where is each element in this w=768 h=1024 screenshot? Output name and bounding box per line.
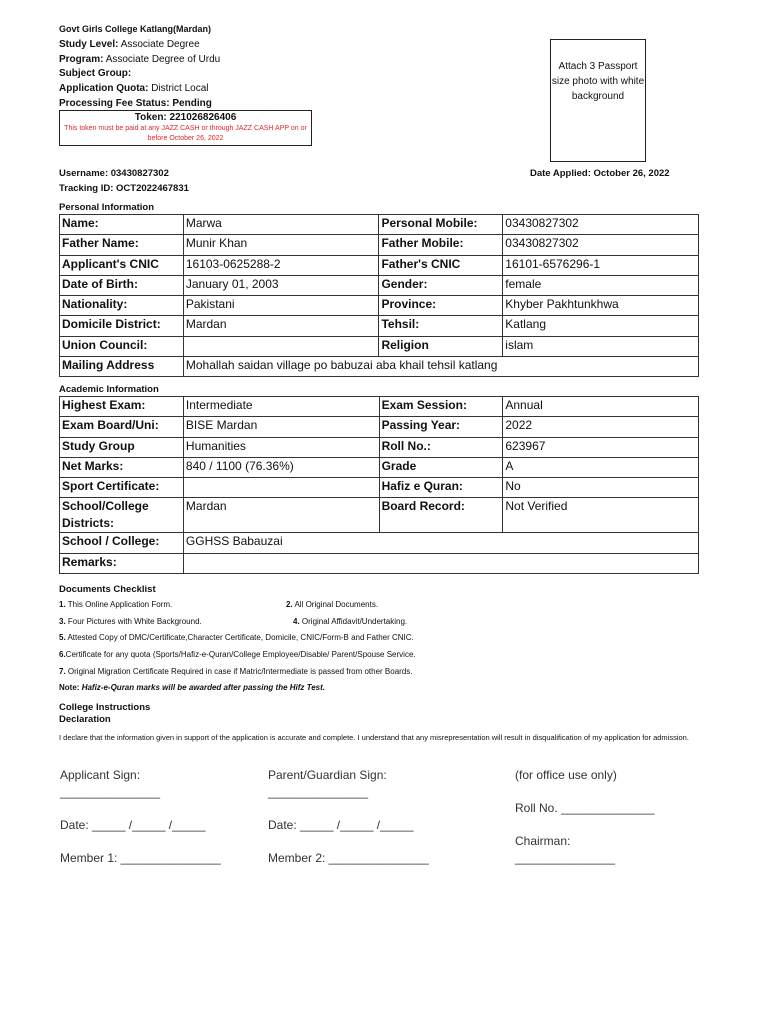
value-board-record: Not Verified (503, 498, 699, 533)
value-highest-exam: Intermediate (183, 397, 379, 417)
label-name: Name: (60, 215, 184, 235)
label-grade: Grade (379, 457, 503, 477)
program-value: Associate Degree of Urdu (105, 54, 221, 65)
label-highest-exam: Highest Exam: (60, 397, 184, 417)
value-union-council (183, 336, 379, 356)
label-tehsil: Tehsil: (379, 316, 503, 336)
label-hafiz-e-quran: Hafiz e Quran: (379, 478, 503, 498)
doc-item-5: 5. Attested Copy of DMC/Certificate,Character Certificate, Domicile, CNIC/Form-B and Father CNIC. (59, 633, 414, 642)
label-exam-board-uni: Exam Board/Uni: (60, 417, 184, 437)
value-father-mobile: 03430827302 (503, 235, 699, 255)
label-roll-no: Roll No.: (379, 437, 503, 457)
label-sport-certificate: Sport Certificate: (60, 478, 184, 498)
table-row (60, 417, 699, 437)
username: Username: 03430827302 (59, 168, 169, 179)
quota-line: Application Quota: District Local (59, 83, 209, 94)
applicant-date: Date: _____ /_____ /_____ (60, 818, 206, 832)
token-payment-note: This token must be paid at any JAZZ CASH or through JAZZ CASH APP on or before October 26, 2022 (64, 125, 307, 142)
label-personal-mobile: Personal Mobile: (379, 215, 503, 235)
college-name: Govt Girls College Katlang(Mardan) (59, 24, 212, 34)
label-remarks: Remarks: (60, 553, 184, 573)
label-union-council: Union Council: (60, 336, 184, 356)
label-mailing-address: Mailing Address (60, 357, 184, 377)
value-remarks (183, 553, 698, 573)
declaration-text: I declare that the information given in support of the application is accurate and complete. I understand that any misrepresentation will result in disqualification of my application for admission. (59, 733, 689, 742)
value-applicant-s-cnic: 16103-0625288-2 (183, 255, 379, 275)
documents-note: Note: Hafiz-e-Quran marks will be awarded after passing the Hifz Test. (59, 683, 326, 692)
date-applied: Date Applied: October 26, 2022 (530, 168, 670, 179)
label-father-mobile: Father Mobile: (379, 235, 503, 255)
parent-sign-label: Parent/Guardian Sign: (268, 768, 387, 782)
quota-value: District Local (151, 83, 209, 94)
label-province: Province: (379, 296, 503, 316)
doc-item-6: 6.Certificate for any quota (Sports/Hafiz-e-Quran/College Employee/Disable/ Parent/Spouse Service. (59, 650, 416, 659)
table-row (60, 437, 699, 457)
label-study-group: Study Group (60, 437, 184, 457)
value-school-college-districts: Mardan (183, 498, 379, 533)
value-school-college: GGHSS Babauzai (183, 533, 698, 553)
label-board-record: Board Record: (379, 498, 503, 533)
declaration-title: Declaration (59, 714, 111, 725)
label-applicant-s-cnic: Applicant's CNIC (60, 255, 184, 275)
value-tehsil: Katlang (503, 316, 699, 336)
label-gender: Gender: (379, 275, 503, 295)
applicant-sign-label: Applicant Sign: (60, 768, 141, 782)
value-roll-no: 623967 (503, 437, 699, 457)
table-row (60, 457, 699, 477)
value-gender: female (503, 275, 699, 295)
label-net-marks: Net Marks: (60, 457, 184, 477)
table-row (60, 215, 699, 235)
value-province: Khyber Pakhtunkhwa (503, 296, 699, 316)
value-exam-board-uni: BISE Mardan (183, 417, 379, 437)
parent-date: Date: _____ /_____ /_____ (268, 818, 414, 832)
value-study-group: Humanities (183, 437, 379, 457)
label-exam-session: Exam Session: (379, 397, 503, 417)
program-line: Program: Associate Degree of Urdu (59, 54, 221, 65)
value-nationality: Pakistani (183, 296, 379, 316)
table-row (60, 553, 699, 573)
label-father-s-cnic: Father's CNIC (379, 255, 503, 275)
personal-info-title: Personal Information (59, 202, 155, 213)
doc-item-7: 7. Original Migration Certificate Required in case if Matric/Intermediate is passed from other Boards. (59, 667, 413, 676)
table-row (60, 296, 699, 316)
table-row (60, 235, 699, 255)
label-school-college: School / College: (60, 533, 184, 553)
label-passing-year: Passing Year: (379, 417, 503, 437)
table-row (60, 255, 699, 275)
token-number: Token: 221026826406 (134, 112, 237, 123)
label-religion: Religion (379, 336, 503, 356)
table-row (60, 275, 699, 295)
table-row (60, 478, 699, 498)
value-exam-session: Annual (503, 397, 699, 417)
label-domicile-district: Domicile District: (60, 316, 184, 336)
label-date-of-birth: Date of Birth: (60, 275, 184, 295)
token-box (59, 110, 312, 146)
member-2-sign: Member 2: _______________ (268, 851, 429, 865)
value-father-name: Munir Khan (183, 235, 379, 255)
subject-group-line: Subject Group: (59, 68, 132, 79)
study-level-line: Study Level: Associate Degree (59, 39, 200, 50)
value-personal-mobile: 03430827302 (503, 215, 699, 235)
value-domicile-district: Mardan (183, 316, 379, 336)
table-row (60, 533, 699, 553)
college-instructions-title: College Instructions (59, 702, 151, 713)
academic-info-title: Academic Information (59, 384, 159, 395)
value-mailing-address: Mohallah saidan village po babuzai aba khail tehsil katlang (183, 357, 698, 377)
fee-status-line: Processing Fee Status: Pending (59, 98, 212, 109)
value-date-of-birth: January 01, 2003 (183, 275, 379, 295)
value-hafiz-e-quran: No (503, 478, 699, 498)
documents-title: Documents Checklist (59, 584, 156, 595)
chairman-label: Chairman: (515, 834, 571, 848)
value-grade: A (503, 457, 699, 477)
chairman-line: _______________ (515, 851, 616, 865)
value-name: Marwa (183, 215, 379, 235)
doc-item-1: 1. This Online Application Form. (59, 600, 173, 609)
value-sport-certificate (183, 478, 379, 498)
parent-sign-line: _______________ (268, 785, 369, 799)
academic-info-table (59, 396, 699, 574)
doc-item-4: 4. Original Affidavit/Undertaking. (293, 617, 408, 626)
label-nationality: Nationality: (60, 296, 184, 316)
office-roll-no: Roll No. ______________ (515, 801, 655, 815)
table-row (60, 316, 699, 336)
table-row (60, 357, 699, 377)
photo-placeholder: Attach 3 Passport size photo with white background (550, 39, 646, 162)
applicant-sign-line: _______________ (60, 785, 161, 799)
doc-item-2: 2. All Original Documents. (286, 600, 379, 609)
personal-info-table (59, 214, 699, 377)
label-school-college-districts: School/College Districts: (60, 498, 184, 533)
office-use-label: (for office use only) (515, 768, 617, 782)
value-religion: islam (503, 336, 699, 356)
member-1-sign: Member 1: _______________ (60, 851, 221, 865)
table-row (60, 498, 699, 533)
table-row (60, 397, 699, 417)
label-father-name: Father Name: (60, 235, 184, 255)
value-passing-year: 2022 (503, 417, 699, 437)
doc-item-3: 3. Four Pictures with White Background. (59, 617, 202, 626)
value-net-marks: 840 / 1100 (76.36%) (183, 457, 379, 477)
tracking-id: Tracking ID: OCT2022467831 (59, 183, 189, 194)
value-father-s-cnic: 16101-6576296-1 (503, 255, 699, 275)
table-row (60, 336, 699, 356)
study-level-value: Associate Degree (120, 39, 200, 50)
